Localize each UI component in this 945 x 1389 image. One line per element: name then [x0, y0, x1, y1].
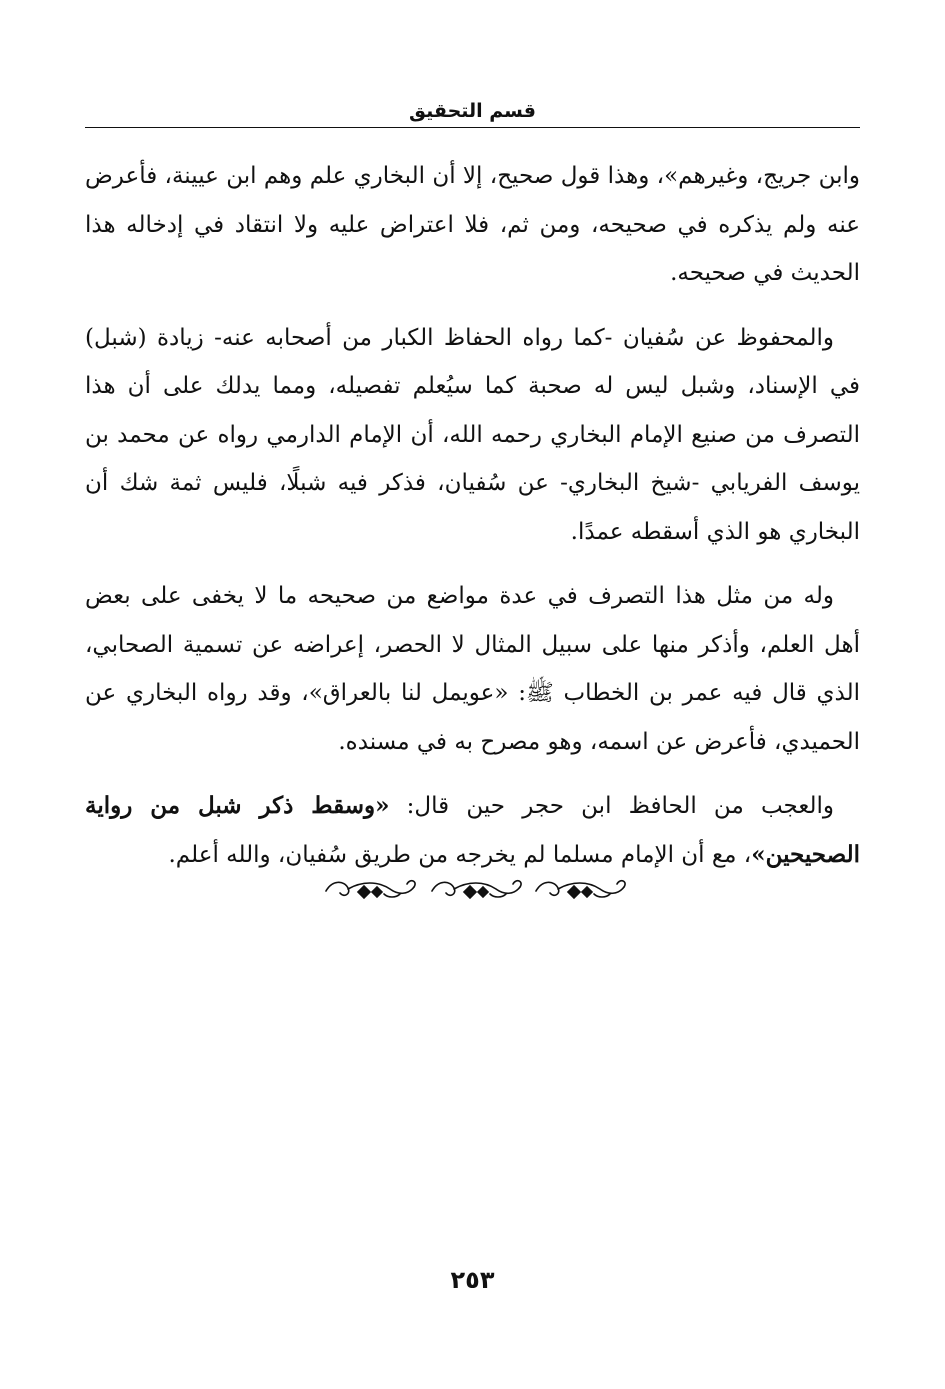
paragraph-4: [85, 782, 860, 879]
page-number: ٢٥٣: [450, 1266, 495, 1294]
paragraph-4-quote: «وسقط ذكر شبل من رواية الصحيحين»: [85, 792, 860, 868]
running-header-title: قسم التحقيق: [409, 100, 536, 122]
paragraph-4-intro: والعجب من الحافظ ابن حجر حين قال:: [389, 793, 834, 819]
paragraph-3: وله من مثل هذا التصرف في عدة مواضع من صحيحه ما لا يخفى على بعض أهل العلم، وأذكر منها على سبيل المثال لا الحصر، إعراضه عن تسمية الصحابي، الذي قال فيه عمر بن الخطاب ﷺ: «عويمل لنا بالعراق»، وقد رواه البخاري عن الحميدي، فأعرض عن اسمه، وهو مصرح به في مسنده.: [85, 583, 860, 755]
floral-divider-icon: [318, 872, 630, 906]
body-text: [85, 152, 860, 895]
paragraph-2: والمحفوظ عن سُفيان -كما رواه الحفاظ الكبار من أصحابه عنه- زيادة (شبل) في الإسناد، وشبل ليس له صحبة كما سيُعلم تفصيله، ومما يدلك على أن هذا التصرف من صنيع الإمام البخاري رحمه الله، أن الإمام الدارمي رواه عن محمد بن يوسف الفريابي -شيخ البخاري- عن سُفيان، فذكر فيه شبلًا، فليس ثمة شك أن البخاري هو الذي أسقطه عمدًا.: [85, 324, 860, 545]
header-rule: [85, 127, 860, 128]
paragraph-4-rest: ، مع أن الإمام مسلما لم يخرجه من طريق سُفيان، والله أعلم.: [168, 841, 752, 868]
paragraph-1: وابن جريج، وغيرهم»، وهذا قول صحيح، إلا أن البخاري علم وهم ابن عيينة، فأعرض عنه ولم يذكره في صحيحه، ومن ثم، فلا اعتراض عليه ولا انتقاد في إدخاله هذا الحديث في صحيحه.: [85, 163, 860, 286]
